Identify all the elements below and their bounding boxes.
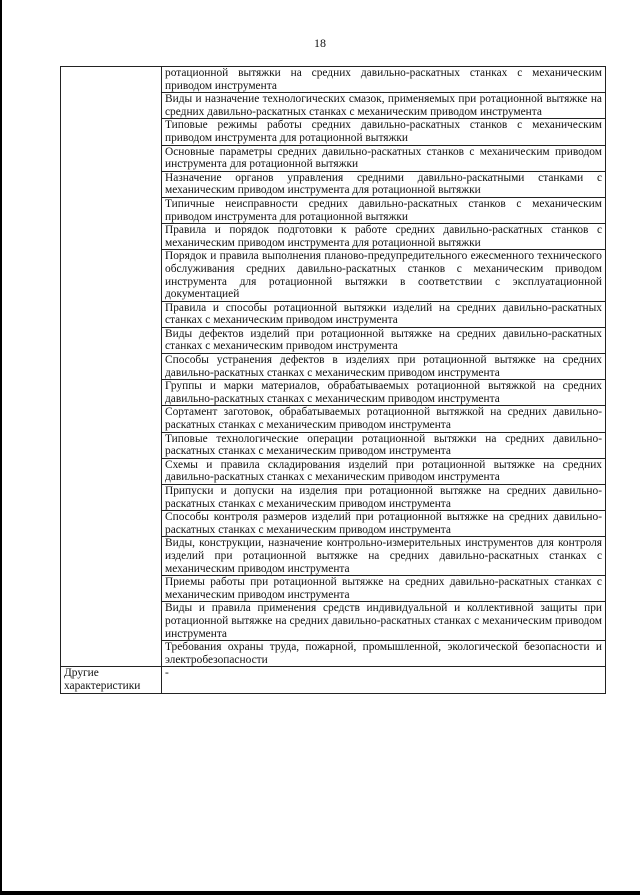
scan-left-edge xyxy=(0,0,2,895)
requirement-cell: Виды и правила применения средств индивидуальной и коллективной защиты при ротационной вытяжке на средних давильно-раскатных станках с механическим приводом инструмента xyxy=(162,602,606,641)
requirement-cell: Типовые режимы работы средних давильно-раскатных станков с механическим приводом инструмента для ротационной вытяжки xyxy=(162,119,606,145)
requirements-table xyxy=(60,66,606,694)
page-number: 18 xyxy=(314,36,326,50)
requirement-cell: Основные параметры средних давильно-раскатных станков с механическим приводом инструмента для ротационной вытяжки xyxy=(162,145,606,171)
requirement-cell: Типичные неисправности средних давильно-раскатных станков с механическим приводом инструмента для ротационной вытяжки xyxy=(162,197,606,223)
requirement-cell: Виды дефектов изделий при ротационной вытяжке на средних давильно-раскатных станках с механическим приводом инструмента xyxy=(162,327,606,353)
table-row-other xyxy=(61,667,606,693)
requirement-cell: Правила и способы ротационной вытяжки изделий на средних давильно-раскатных станках с механическим приводом инструмента xyxy=(162,301,606,327)
requirement-cell: Типовые технологические операции ротационной вытяжки на средних давильно-раскатных станках с механическим приводом инструмента xyxy=(162,432,606,458)
requirement-cell: Способы контроля размеров изделий при ротационной вытяжке на средних давильно-раскатных станках с механическим приводом инструмента xyxy=(162,511,606,537)
requirement-cell: Виды, конструкции, назначение контрольно-измерительных инструментов для контроля изделий при ротационной вытяжке на средних давильно-раскатных станках с механическим приводом инструмента xyxy=(162,537,606,576)
label-cell-empty xyxy=(61,67,162,667)
requirement-cell: Группы и марки материалов, обрабатываемых ротационной вытяжкой на средних давильно-раскатных станках с механическим приводом инструмента xyxy=(162,380,606,406)
scan-bottom-edge xyxy=(0,891,640,895)
requirement-cell: Правила и порядок подготовки к работе средних давильно-раскатных станков с механическим приводом инструмента для ротационной вытяжки xyxy=(162,224,606,250)
requirement-cell: Назначение органов управления средними давильно-раскатными станками с механическим приводом инструмента для ротационной вытяжки xyxy=(162,171,606,197)
requirement-cell: Приемы работы при ротационной вытяжке на средних давильно-раскатных станках с механическим приводом инструмента xyxy=(162,576,606,602)
requirement-cell: Сортамент заготовок, обрабатываемых ротационной вытяжкой на средних давильно-раскатных станках с механическим приводом инструмента xyxy=(162,406,606,432)
other-characteristics-label: Другие характеристики xyxy=(61,667,162,693)
requirement-cell: Порядок и правила выполнения планово-предупредительного ежесменного технического обслуживания средних давильно-раскатных станков с механическим приводом инструмента для ротационной вытяжки в соответствии с эксплуатационной документацией xyxy=(162,250,606,301)
requirement-cell: Схемы и правила складирования изделий при ротационной вытяжке на средних давильно-раскатных станках с механическим приводом инструмента xyxy=(162,458,606,484)
requirement-cell: Виды и назначение технологических смазок, применяемых при ротационной вытяжке на средних давильно-раскатных станках с механическим приводом инструмента xyxy=(162,93,606,119)
requirement-cell: ротационной вытяжки на средних давильно-раскатных станках с механическим приводом инструмента xyxy=(162,67,606,93)
table-body xyxy=(61,67,606,694)
requirement-cell: Припуски и допуски на изделия при ротационной вытяжке на средних давильно-раскатных станках с механическим приводом инструмента xyxy=(162,485,606,511)
other-characteristics-value: - xyxy=(162,667,606,693)
requirement-cell: Способы устранения дефектов в изделиях при ротационной вытяжке на средних давильно-раскатных станках с механическим приводом инструмента xyxy=(162,354,606,380)
requirement-cell: Требования охраны труда, пожарной, промышленной, экологической безопасности и электробезопасности xyxy=(162,641,606,667)
table-row xyxy=(61,67,606,93)
